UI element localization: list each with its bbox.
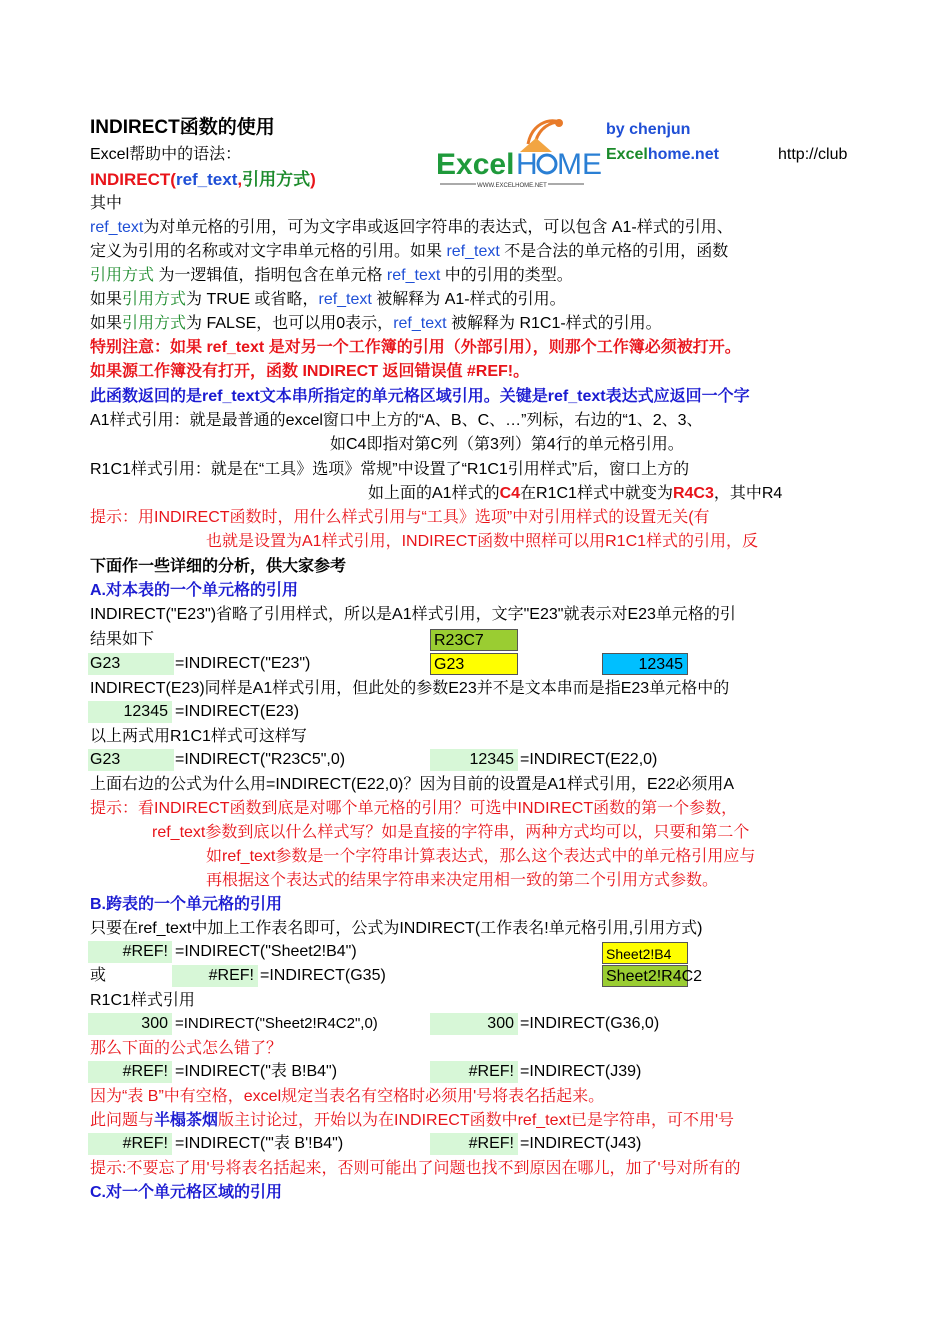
cell-e23-value[interactable]: 12345 [602,653,688,675]
cell-ref-error-4[interactable]: #REF! [430,1061,518,1083]
logo-tagline: WWW.EXCELHOME.NET [477,183,547,189]
desc-line-3-b: 为一逻辑值，指明包含在单元格 [154,267,387,284]
r1c1-reference-label: R1C1样式引用 [90,992,195,1009]
because-explanation: 因为“表 B”中有空格，excel规定当表名有空格时必须用'号将表名括起来。 [90,1088,605,1105]
tip-3: 提示:不要忘了用'号将表名括起来，否则可能出了问题也找不到原因在哪儿，加了'号对所有的 [90,1160,741,1177]
site-label-b: home.net [647,146,719,163]
r1c1-style-line-2-d: R4C3 [672,485,714,502]
syntax-arg1: ref_text [175,170,238,189]
cell-sheet2-r4c2-text[interactable]: Sheet2!R4C2 [602,965,688,987]
r1c1-style-line-1: R1C1样式引用：就是在“工具》选项》常规”中设置了“R1C1引用样式”后，窗口上方的 [90,461,690,478]
r1c1-style-line-2-a: 如上面的A1样式的 [368,485,500,502]
logo-brand-c: ME [557,148,602,181]
cell-ref-error-2[interactable]: #REF! [172,965,258,987]
a1-style-line-2: 如C4即指对第C列（第3列）第4行的单元格引用。 [330,436,684,453]
warning-line-2: 如果源工作簿没有打开，函数 INDIRECT 返回错误值 #REF!。 [90,363,530,380]
formula-indirect-j43: =INDIRECT(J43) [520,1135,642,1152]
desc-line-5-c: 为 FALSE，也可以用0表示， [186,315,394,332]
desc-line-4-b: 引用方式 [122,291,187,308]
tip-1-line-2: 也就是设置为A1样式引用，INDIRECT函数中照样可以用R1C1样式的引用，反 [206,533,759,550]
desc-line-4-a: 如果 [90,291,123,308]
a1-style-line-1: A1样式引用：就是最普通的excel窗口中上方的“A、B、C、…”列标，右边的“1、2、3、 [90,412,703,429]
tip-2-line-4: 再根据这个表达式的结果字符串来决定用相一致的第二个引用方式参数。 [206,872,719,889]
why-wrong-question: 那么下面的公式怎么错了？ [90,1040,283,1057]
moderator-name: 半榻茶烟 [154,1112,219,1129]
cell-result-12345-a[interactable]: 12345 [88,701,172,723]
desc-line-4-d: ref_text [318,291,372,308]
desc-line-2 [90,240,728,264]
cell-result-300-b[interactable]: 300 [430,1013,518,1035]
desc-line-1-b: 为对单元格的引用，可为文字串或返回字符串的表达式，可以包含 A1-样式的引用、 [143,219,733,236]
desc-line-4-e: 被解释为 A1-样式的引用。 [371,291,566,308]
warning-line-1: 特别注意：如果 ref_text 是对另一个工作簿的引用（外部引用），则那个工作簿必须被打开。 [90,339,741,356]
formula-indirect-table-b: =INDIRECT("表 B!B4") [175,1063,338,1080]
syntax-line [90,168,316,192]
formula-indirect-g36: =INDIRECT(G36,0) [520,1015,660,1032]
key-note: 此函数返回的是ref_text文本串所指定的单元格区域引用。关键是ref_text表达式应返回一个字 [90,388,750,405]
tip-2-line-3: 如ref_text参数是一个字符串计算表达式，那么这个表达式中的单元格引用应与 [206,848,756,865]
r1c1-style-line-2-b: C4 [499,485,521,502]
desc-line-5 [90,312,662,336]
desc-line-3-c: ref_text [386,267,441,284]
discussion-note [90,1109,734,1133]
result-label: 结果如下 [90,631,155,648]
formula-indirect-e23: =INDIRECT(E23) [175,703,300,720]
cell-result-300-a[interactable]: 300 [88,1013,172,1035]
formula-indirect-g35: =INDIRECT(G35) [260,967,386,984]
desc-line-4-c: 为 TRUE 或省略， [186,291,319,308]
section-b-heading: B.跨表的一个单元格的引用 [90,896,283,913]
cell-sheet2-b4-text[interactable]: Sheet2!B4 [602,942,688,964]
discussion-note-c: 版主讨论过，开始以为在INDIRECT函数中ref_text已是字符串，可不用'号 [218,1112,735,1129]
url-link[interactable]: http://club [778,146,848,163]
desc-line-3 [90,264,573,288]
formula-indirect-table-b-quoted: =INDIRECT("'表 B'!B4") [175,1135,344,1152]
section-a-explanation-1: INDIRECT("E23")省略了引用样式，所以是A1样式引用，文字"E23"就表示对E23单元格的引 [90,606,736,623]
desc-line-5-b: 引用方式 [122,315,187,332]
cell-ref-error-3[interactable]: #REF! [88,1061,172,1083]
desc-line-3-a: 引用方式 [90,267,155,284]
desc-line-5-d: ref_text [393,315,447,332]
page-title: INDIRECT函数的使用 [90,117,275,138]
cell-result-12345-b[interactable]: 12345 [430,749,518,771]
r1c1-style-line-2 [368,482,782,506]
tip-2-line-1: 提示：看INDIRECT函数到底是对哪个单元格的引用？可选中INDIRECT函数的第一个参数， [90,800,738,817]
r1c1-style-line-2-e: ，其中R4 [713,485,783,502]
section-a-explanation-3: 以上两式用R1C1样式可这样写 [90,728,307,745]
formula-indirect-j39: =INDIRECT(J39) [520,1063,642,1080]
logo-brand-a: Excel [436,148,515,181]
desc-line-1 [90,216,733,240]
desc-line-5-a: 如果 [90,315,123,332]
cell-g23-result-1[interactable]: G23 [88,653,174,675]
formula-indirect-r23c5: =INDIRECT("R23C5",0) [175,751,346,768]
cell-g23-yellow[interactable]: G23 [430,653,518,675]
formula-indirect-e22: =INDIRECT(E22,0) [520,751,658,768]
desc-line-2-c: 不是合法的单元格的引用，函数 [499,243,729,260]
desc-line-1-a: ref_text [90,219,144,236]
desc-line-3-d: 中的引用的类型。 [440,267,573,284]
help-syntax-label: Excel帮助中的语法： [90,146,242,163]
desc-line-2-b: ref_text [446,243,500,260]
desc-line-2-a: 定义为引用的名称或对文字串单元格的引用。如果 [90,243,447,260]
cell-r23c7[interactable]: R23C7 [430,629,518,651]
syntax-fn: INDIRECT( [90,170,176,189]
site-label [606,143,719,167]
cell-ref-error-1[interactable]: #REF! [88,941,172,963]
desc-line-4 [90,288,566,312]
discussion-note-a: 此问题与 [90,1112,155,1129]
tip-1-line-1: 提示：用INDIRECT函数时，用什么样式引用与“工具》选项”中对引用样式的设置无关(有 [90,509,710,526]
section-b-explanation-1: 只要在ref_text中加上工作表名即可，公式为INDIRECT(工作表名!单元格引用,引用方式) [90,920,703,937]
logo-brand-b: H [516,148,538,181]
syntax-comma: , [237,170,243,189]
formula-indirect-sheet2-b4: =INDIRECT("Sheet2!B4") [175,943,357,960]
author-label: by chenjun [606,121,691,138]
or-label: 或 [90,967,107,984]
cell-ref-error-5[interactable]: #REF! [88,1133,172,1155]
intro-heading: 下面作一些详细的分析，供大家参考 [90,558,347,575]
syntax-arg2: 引用方式 [242,170,311,189]
section-c-heading: C.对一个单元格区域的引用 [90,1184,283,1201]
formula-indirect-e23-string: =INDIRECT("E23") [175,655,311,672]
r1c1-style-line-2-c: 在R1C1样式中就变为 [520,485,673,502]
tip-2-line-2: ref_text参数到底以什么样式写？如是直接的字符串，两种方式均可以，只要和第二个 [152,824,750,841]
site-label-a: Excel [606,146,648,163]
section-a-explanation-4: 上面右边的公式为什么用=INDIRECT(E22,0)？因为目前的设置是A1样式引用，E22必须用A [90,776,735,793]
section-a-explanation-2: INDIRECT(E23)同样是A1样式引用，但此处的参数E23并不是文本串而是指E23单元格中的 [90,680,730,697]
desc-line-5-e: 被解释为 R1C1-样式的引用。 [446,315,662,332]
syntax-close: ) [310,170,316,189]
formula-indirect-sheet2-r4c2: =INDIRECT("Sheet2!R4C2",0) [175,1015,378,1032]
where-label: 其中 [90,195,123,212]
cell-ref-error-6[interactable]: #REF! [430,1133,518,1155]
cell-g23-result-2[interactable]: G23 [88,749,174,771]
section-a-heading: A.对本表的一个单元格的引用 [90,582,299,599]
